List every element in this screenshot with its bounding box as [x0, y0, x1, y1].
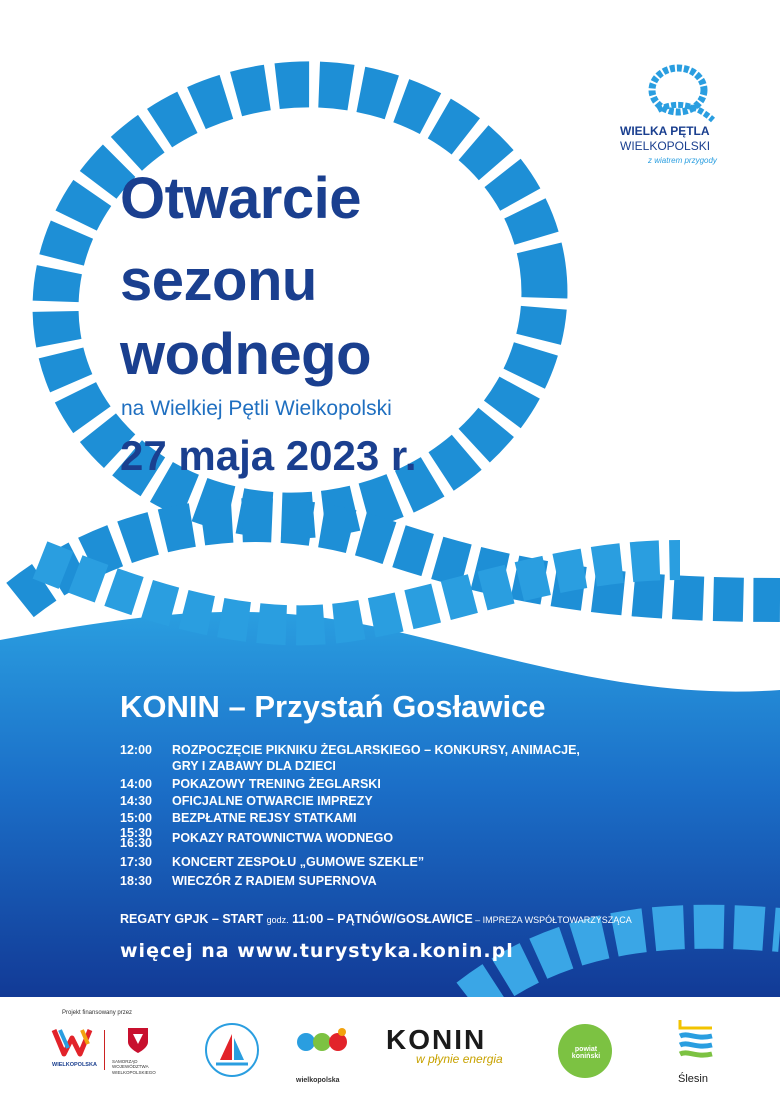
konin-logo [386, 1024, 546, 1074]
schedule-text: POKAZY RATOWNICTWA WODNEGO [172, 831, 394, 845]
schedule-text: ROZPOCZĘCIE PIKNIKU ŻEGLARSKIEGO – KONKURSY, ANIMACJE, [172, 743, 580, 757]
subtitle: na Wielkiej Pętli Wielkopolski [121, 397, 392, 420]
schedule-time: 12:00 [120, 743, 152, 757]
schedule-time: 15:00 [120, 811, 152, 825]
rope-loop-icon [618, 62, 748, 124]
title-line2: sezonu [120, 248, 317, 313]
regaty-note: – IMPREZA WSPÓŁTOWARZYSZĄCA [472, 915, 632, 925]
schedule-row-continued [172, 759, 336, 773]
wfk-logo [294, 1024, 354, 1084]
title-line3: wodnego [120, 322, 372, 387]
regaty-part2: 11:00 – PĄTNÓW/GOSŁAWICE [288, 912, 473, 926]
konin-tagline: w płynie energia [416, 1052, 503, 1066]
schedule-row [120, 794, 373, 808]
event-date: 27 maja 2023 r. [120, 432, 417, 479]
regaty-info [120, 912, 632, 926]
coat-of-arms-icon [126, 1026, 150, 1054]
sailing-badge-icon [204, 1022, 260, 1078]
logo-line2: WIELKOPOLSKI [620, 139, 711, 153]
more-info-link[interactable]: więcej na www.turystyka.konin.pl [120, 940, 514, 962]
powiat-koninski-logo [556, 1022, 614, 1085]
schedule-time: 18:30 [120, 874, 152, 888]
schedule-row [120, 855, 424, 869]
konin-wordmark: KONIN [386, 1024, 487, 1055]
samorzad-caption: SAMORZĄD WOJEWÓDZTWA WIELKOPOLSKIEGO [112, 1059, 156, 1075]
schedule-time: 14:30 [120, 794, 152, 808]
schedule-row [120, 874, 377, 888]
schedule-time-start: 15:30 [120, 826, 152, 840]
schedule-text: BEZPŁATNE REJSY STATKAMI [172, 811, 357, 825]
wfk-caption: wielkopolska [296, 1077, 340, 1084]
schedule-text: OFICJALNE OTWARCIE IMPREZY [172, 794, 373, 808]
schedule-text: GRY I ZABAWY DLA DZIECI [172, 759, 336, 773]
schedule-time-end: 16:30 [120, 836, 152, 850]
schedule-text: WIECZÓR Z RADIEM SUPERNOVA [172, 874, 377, 888]
schedule-row [120, 811, 357, 825]
schedule-text: POKAZOWY TRENING ŻEGLARSKI [172, 777, 381, 791]
wielkopolska-logo [50, 1024, 100, 1074]
schedule-row [120, 777, 381, 791]
wielkopolska-w-icon [50, 1024, 100, 1060]
slesin-caption: Ślesin [678, 1073, 708, 1085]
slesin-waves-icon [676, 1018, 716, 1064]
schedule-time [120, 828, 172, 848]
schedule-time: 14:00 [120, 777, 152, 791]
pttk-badge-logo [204, 1022, 260, 1083]
powiat-caption: powiat koniński [571, 1046, 601, 1060]
slesin-logo [676, 1018, 720, 1088]
wielkopolska-caption: WIELKOPOLSKA [52, 1062, 97, 1068]
logo-tagline: z wiatrem przygody [648, 156, 717, 165]
divider [104, 1030, 105, 1070]
schedule-time: 17:30 [120, 855, 152, 869]
logo-line1: WIELKA PĘTLA [620, 124, 710, 138]
regaty-part1: REGATY GPJK – START [120, 912, 267, 926]
wfk-mark-icon [294, 1024, 350, 1060]
wielka-petla-logo [618, 62, 748, 172]
samorzad-logo [112, 1026, 172, 1074]
regaty-godz: godz. [266, 915, 289, 925]
schedule-row [120, 828, 393, 848]
venue-heading: KONIN – Przystań Gosławice [120, 689, 546, 724]
sponsor-label: Projekt finansowany przez [62, 1010, 133, 1016]
schedule-row [120, 743, 580, 757]
schedule-text: KONCERT ZESPOŁU „GUMOWE SZEKLE” [172, 855, 425, 869]
title-line1: Otwarcie [120, 166, 361, 231]
